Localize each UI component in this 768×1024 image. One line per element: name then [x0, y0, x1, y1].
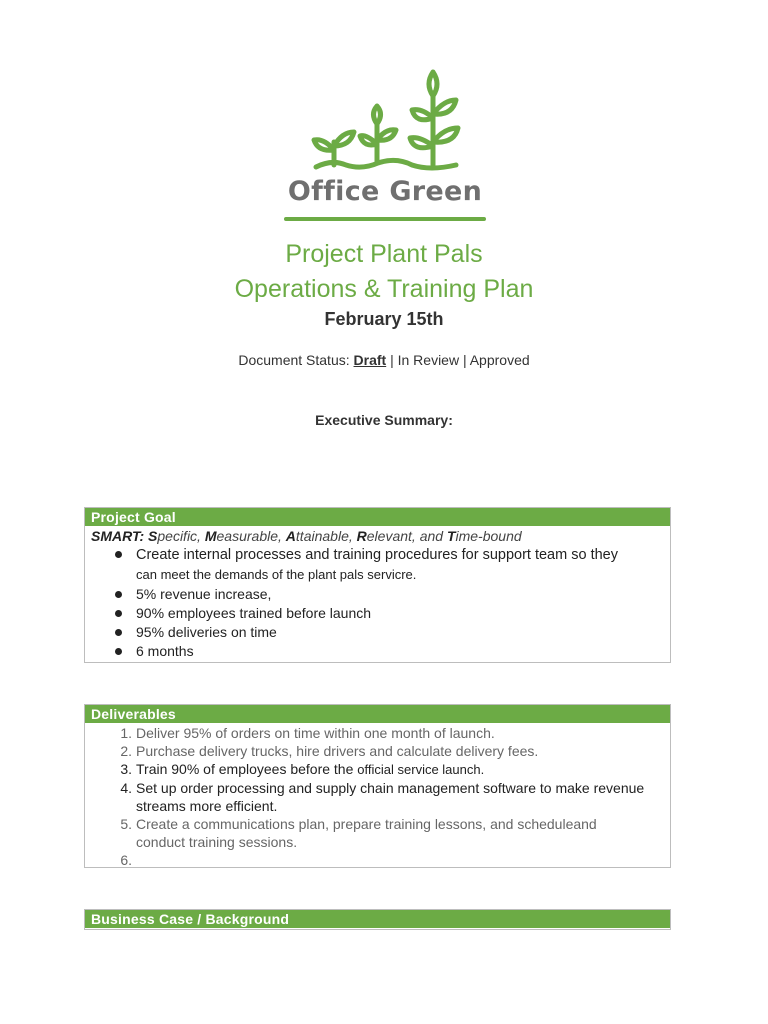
smart-word: pecific,: [157, 528, 205, 544]
business-case-section: [84, 909, 671, 930]
executive-summary-heading: Executive Summary:: [315, 412, 453, 428]
item-text: Deliver 95% of orders on time within one month of launch.: [136, 725, 495, 741]
bullet-text: can meet the demands of the plant pals servicre.: [136, 567, 417, 582]
project-goal-section: [84, 507, 671, 663]
document-status: [0, 352, 768, 368]
list-item: 5% revenue increase,: [85, 585, 670, 604]
item-text: Purchase delivery trucks, hire drivers and calculate delivery fees.: [136, 743, 539, 759]
list-item: 95% deliveries on time: [85, 623, 670, 642]
item-number: 4.: [120, 780, 132, 796]
smart-definition: [85, 526, 670, 545]
plan-title: Operations & Training Plan: [234, 275, 534, 303]
status-label: Document Status:: [238, 352, 354, 368]
list-item: 90% employees trained before launch: [85, 604, 670, 623]
item-text-emphasis: official service launch.: [357, 762, 485, 777]
smart-letter: A: [285, 528, 296, 544]
status-current: Draft: [353, 352, 387, 368]
list-item: [85, 742, 670, 760]
business-case-heading: Business Case / Background: [85, 910, 670, 928]
smart-word: easurable,: [216, 528, 286, 544]
project-title: Project Plant Pals: [285, 240, 483, 268]
list-item: [85, 815, 670, 851]
plant-sprouts-icon: [284, 66, 486, 172]
logo-wordmark: Office Green: [287, 176, 483, 207]
document-date: February 15th: [324, 309, 444, 329]
list-item: [85, 779, 670, 815]
item-number: 6.: [120, 852, 132, 868]
item-number: 3.: [120, 761, 132, 777]
list-item: [85, 724, 670, 742]
list-item: [85, 545, 670, 585]
smart-word: ime-bound: [455, 528, 522, 544]
deliverables-section: [84, 704, 671, 868]
status-options: | In Review | Approved: [386, 352, 530, 368]
smart-word: ttainable,: [295, 528, 357, 544]
deliverables-list: [85, 723, 670, 868]
project-goal-heading: Project Goal: [85, 508, 670, 526]
smart-letter: SMART: S: [91, 528, 158, 544]
bullet-text: Create internal processes and training procedures for support team so they: [136, 547, 618, 563]
item-number: 5.: [120, 816, 132, 832]
item-text: Create a communications plan, prepare training lessons, and scheduleand conduct training sessions.: [136, 816, 597, 850]
smart-letter: T: [446, 528, 456, 544]
goal-bullet-list: [85, 545, 670, 661]
item-number: 2.: [120, 743, 132, 759]
item-text: Train 90% of employees before the: [136, 761, 358, 777]
smart-word: elevant, and: [366, 528, 447, 544]
list-item: 6 months: [85, 642, 670, 661]
item-number: 1.: [120, 725, 132, 741]
office-green-logo: [284, 66, 486, 226]
smart-letter: R: [356, 528, 367, 544]
list-item: [85, 760, 670, 779]
deliverables-heading: Deliverables: [85, 705, 670, 723]
smart-letter: M: [204, 528, 217, 544]
logo-underline: [284, 217, 486, 221]
item-text: Set up order processing and supply chain management software to make revenue streams more efficient.: [136, 780, 645, 814]
